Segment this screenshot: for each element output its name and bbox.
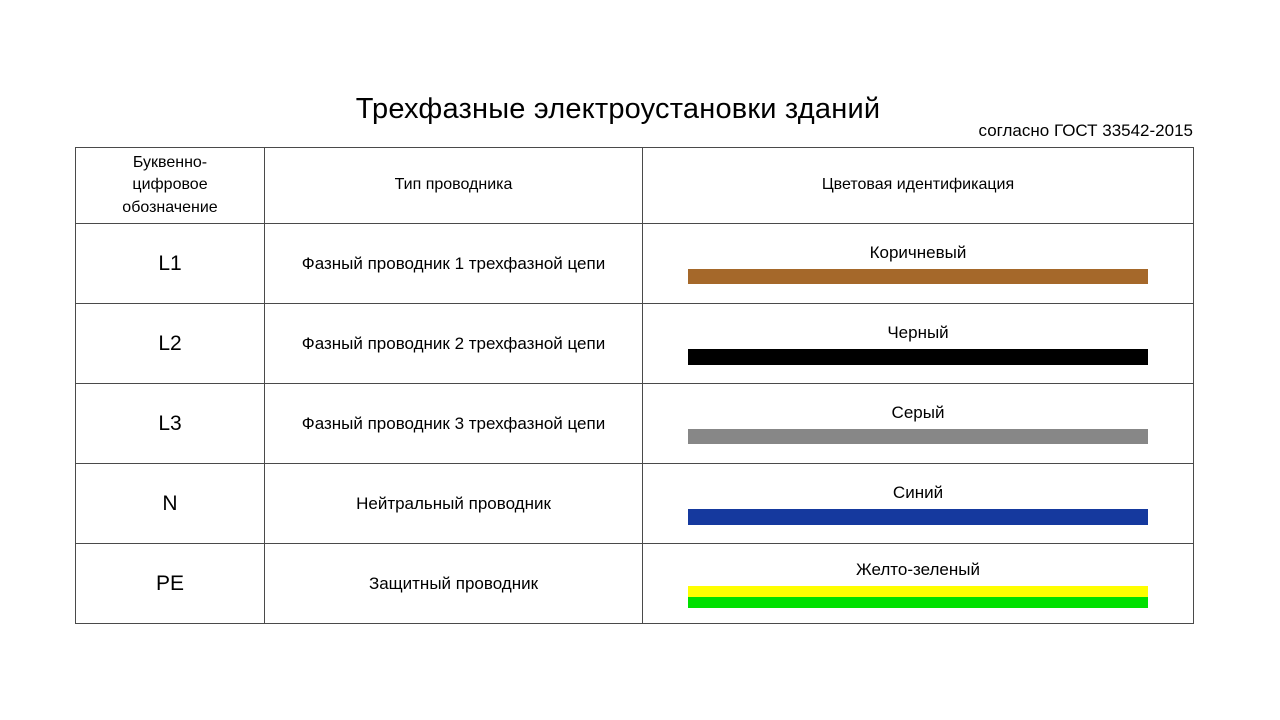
code-cell: L3 <box>76 384 265 464</box>
color-label: Коричневый <box>869 243 967 262</box>
page-title: Трехфазные электроустановки зданий <box>355 93 881 125</box>
table-row-l2 <box>76 304 1194 384</box>
color-label: Черный <box>887 322 949 342</box>
color-bar-black <box>688 349 1148 365</box>
standard-reference: согласно ГОСТ 33542-2015 <box>978 121 1193 140</box>
table-row-l3 <box>76 384 1194 464</box>
code-cell: N <box>76 464 265 544</box>
color-bar-gray <box>688 429 1148 444</box>
color-cell <box>643 544 1194 624</box>
color-cell <box>643 464 1194 544</box>
table-row-l1 <box>76 224 1194 304</box>
color-cell <box>643 384 1194 464</box>
conductor-color-table <box>75 147 1194 624</box>
type-cell: Защитный проводник <box>265 544 643 624</box>
column-header-color: Цветовая идентификация <box>643 148 1194 224</box>
color-label: Синий <box>892 482 944 502</box>
color-cell <box>643 224 1194 304</box>
type-cell: Фазный проводник 2 трехфазной цепи <box>265 304 643 384</box>
table-row-n <box>76 464 1194 544</box>
column-header-type: Тип проводника <box>265 148 643 224</box>
color-bar-brown <box>688 269 1148 284</box>
color-label: Серый <box>891 403 945 422</box>
type-cell: Фазный проводник 1 трехфазной цепи <box>265 224 643 304</box>
color-bar-yellow-green <box>688 586 1148 608</box>
header-row <box>76 148 1194 224</box>
column-header-code <box>76 148 265 224</box>
type-cell: Нейтральный проводник <box>265 464 643 544</box>
table-row-pe <box>76 544 1194 624</box>
color-cell <box>643 304 1194 384</box>
code-cell: PE <box>76 544 265 624</box>
column-header-code-label: Буквенно-цифровое обозначение <box>122 153 218 216</box>
code-cell: L1 <box>76 224 265 304</box>
code-cell: L2 <box>76 304 265 384</box>
color-bar-blue <box>688 509 1148 525</box>
type-cell: Фазный проводник 3 трехфазной цепи <box>265 384 643 464</box>
color-label: Желто-зеленый <box>856 559 980 579</box>
